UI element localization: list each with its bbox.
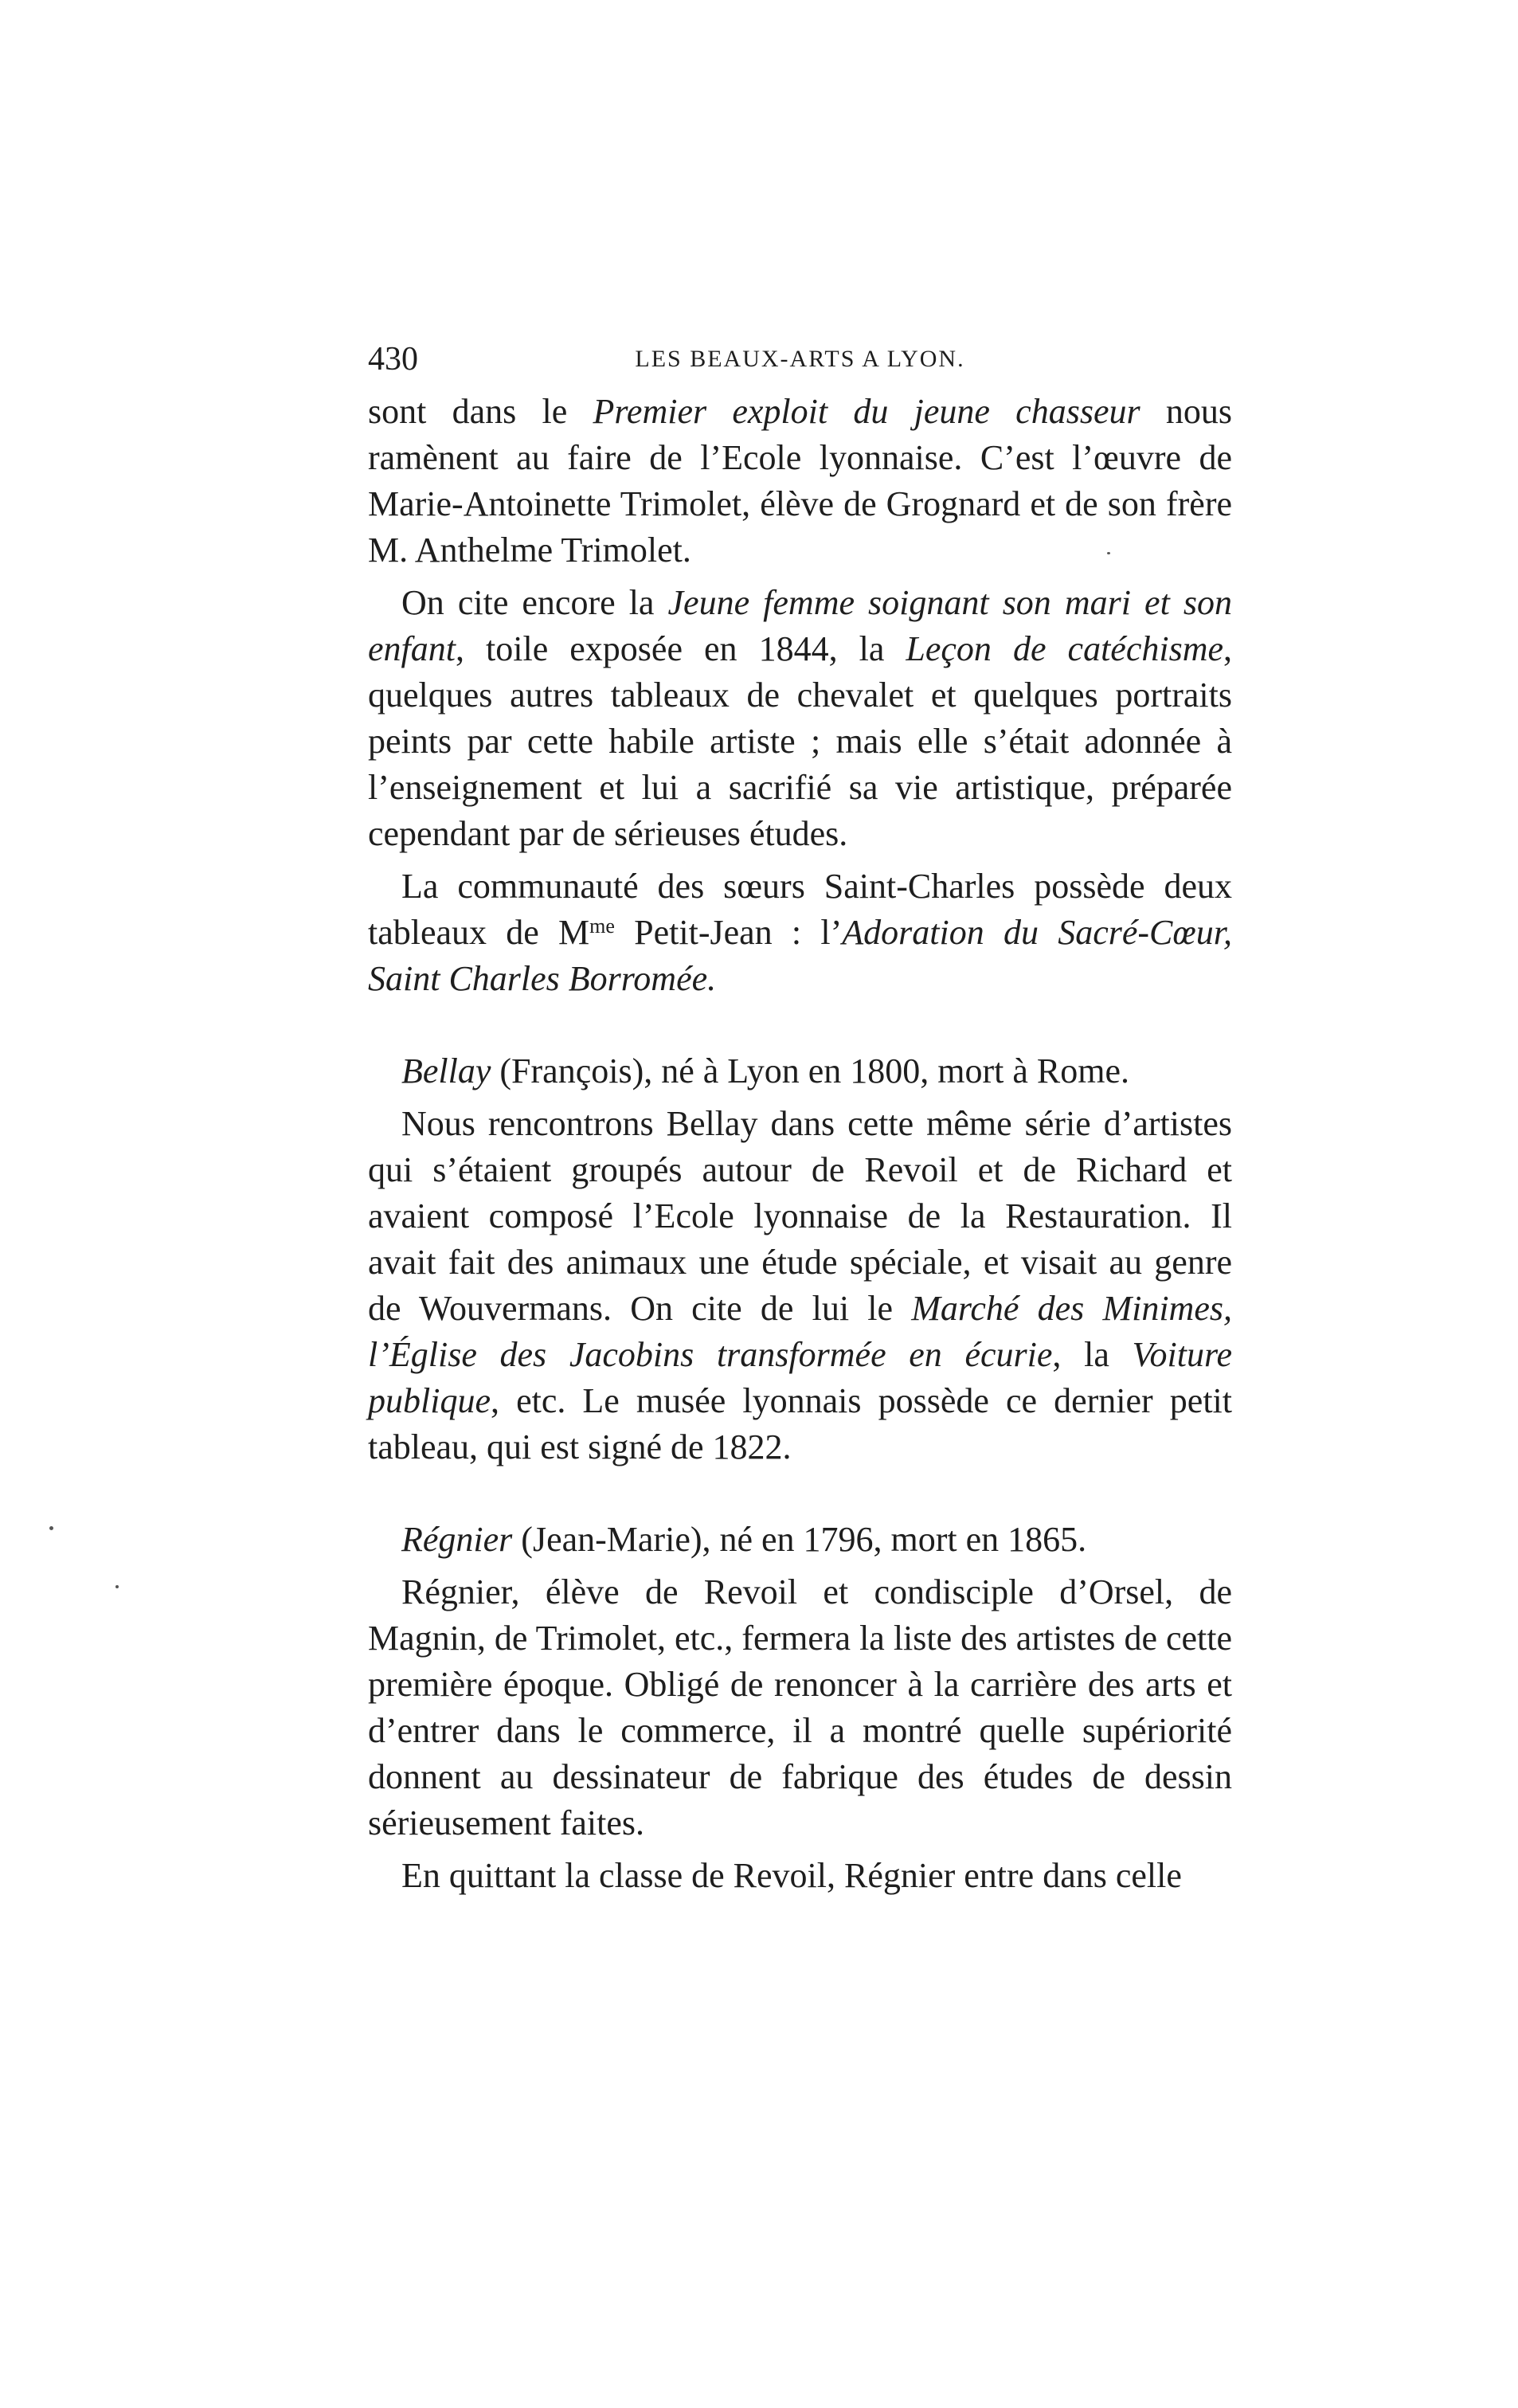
text-run: sont dans le [368, 392, 593, 431]
text-run: nous ramènent au faire de l’Ecole lyonnaise. C’est l’œuvre de Marie-Antoinette Trimolet, élève de Grognard et de son frère M. Anthelme Trimolet. [368, 392, 1232, 570]
entry-heading-regnier [368, 1517, 1232, 1563]
page-header [368, 337, 1232, 382]
italic-run: Premier exploit du jeune chasseur [593, 392, 1140, 431]
paragraph-jeune-femme [368, 580, 1232, 857]
italic-run: Bellay [401, 1051, 491, 1090]
scan-speck [115, 1585, 119, 1588]
paragraph-regnier [368, 1569, 1232, 1846]
text-run: La communauté des sœurs Saint-Charles possède deux tableaux de M [368, 867, 1232, 952]
paragraph-communaute [368, 863, 1232, 1002]
scan-speck [1107, 552, 1110, 554]
italic-run: Voiture publique [368, 1335, 1232, 1420]
paragraph-bellay [368, 1101, 1232, 1470]
entry-heading-bellay [368, 1048, 1232, 1094]
text-run: Nous rencontrons Bellay dans cette même série d’artistes qui s’étaient groupés autour de Revoil et de Richard et avaient composé l’Ecole lyonnaise de la Restauration. Il avait fait des animaux une étude spéciale, et visait au genre de Wouvermans. On cite de lui le [368, 1104, 1232, 1328]
italic-run: Régnier [401, 1520, 513, 1559]
paragraph-continuation [368, 389, 1232, 574]
superscript-run: me [589, 914, 615, 938]
text-run: , quelques autres tableaux de chevalet et quelques portraits peints par cette habile artiste ; mais elle s’était adonnée à l’enseignement et lui a sacrifié sa vie artistique, préparée cependant par de sérieuses études. [368, 629, 1232, 853]
text-run: En quittant la classe de Revoil, Régnier entre dans celle [401, 1856, 1182, 1895]
text-run: , etc. Le musée lyonnais possède ce dernier petit tableau, qui est signé de 1822. [368, 1381, 1232, 1466]
italic-run: Jeune femme soignant son mari et son enfant [368, 583, 1232, 668]
italic-run: Marché des Minimes, l’Église des Jacobins transformée en écurie [368, 1289, 1232, 1374]
italic-run: Leçon de catéchisme [906, 629, 1223, 668]
paragraph-regnier-continuation [368, 1853, 1232, 1899]
running-title: LES BEAUX-ARTS A LYON. [635, 346, 965, 372]
text-run: , la [1052, 1335, 1133, 1374]
page-number: 430 [368, 341, 418, 378]
text-run: (François), né à Lyon en 1800, mort à Rome. [491, 1051, 1129, 1090]
body-text [368, 389, 1232, 1899]
italic-run: Adoration du Sacré-Cœur, Saint Charles Borromée. [368, 913, 1232, 998]
text-run: Petit-Jean : l’ [614, 913, 843, 952]
text-run: , toile exposée en 1844, la [455, 629, 906, 668]
text-run: On cite encore la [401, 583, 668, 622]
text-run: (Jean-Marie), né en 1796, mort en 1865. [512, 1520, 1087, 1559]
text-run: Régnier, élève de Revoil et condisciple d’Orsel, de Magnin, de Trimolet, etc., fermera la liste des artistes de cette première époque. Obligé de renoncer à la carrière des arts et d’entrer dans le commerce, il a montré quelle supériorité donnent au dessinateur de fabrique des études de dessin sérieusement faites. [368, 1572, 1233, 1842]
scan-speck [49, 1526, 53, 1530]
